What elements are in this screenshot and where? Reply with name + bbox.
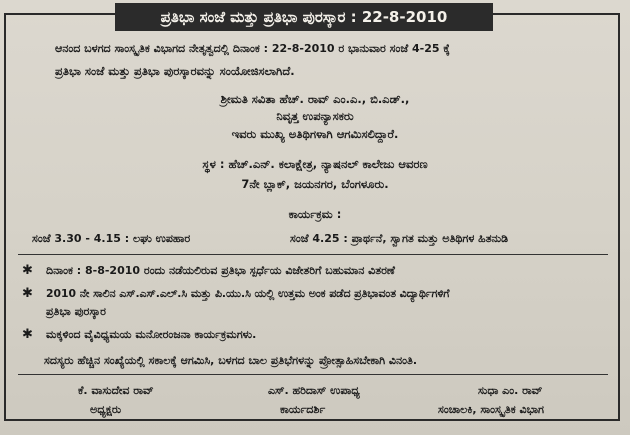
venue-line-2: 7ನೇ ಬ್ಲಾಕ್, ಜಯನಗರ, ಬೆಂಗಳೂರು. bbox=[241, 177, 389, 191]
bullet-item: ಮಕ್ಕಳಿಂದ ವೈವಿಧ್ಯಮಯ ಮನೋರಂಜನಾ ಕಾರ್ಯಕ್ರಮಗಳು. bbox=[46, 328, 257, 341]
guest-name: ಶ್ರೀಮತಿ ಸವಿತಾ ಹೆಚ್. ರಾವ್ ಎಂ.ಎ., ಬಿ.ಎಡ್., bbox=[220, 92, 410, 106]
divider-top bbox=[18, 254, 608, 255]
signatory-name: ಕೆ. ವಾಸುದೇವ ರಾವ್ bbox=[78, 384, 154, 397]
program-left: ಸಂಜೆ 3.30 - 4.15 : ಲಘು ಉಪಹಾರ bbox=[32, 232, 191, 245]
bullet-star-icon: ✱ bbox=[22, 286, 33, 301]
signatory-role: ಕಾರ್ಯದರ್ಶಿ bbox=[280, 403, 326, 416]
signatory-name: ಸುಧಾ ಎಂ. ರಾವ್ bbox=[478, 384, 543, 397]
bullet-item: 2010 ನೇ ಸಾಲಿನ ಎಸ್.ಎಸ್.ಎಲ್.ಸಿ ಮತ್ತು ಪಿ.ಯು.ಸಿ ಯಲ್ಲಿ ಉತ್ತಮ ಅಂಕ ಪಡೆದ ಪ್ರತಿಭಾವಂತ ವಿದ್ಯಾರ್ಥಿಗಳಿಗೆ bbox=[46, 287, 450, 300]
bullet-star-icon: ✱ bbox=[22, 327, 33, 342]
program-heading: ಕಾರ್ಯಕ್ರಮ : bbox=[288, 207, 342, 221]
bullet-star-icon: ✱ bbox=[22, 263, 33, 278]
intro-line-2: ಪ್ರತಿಭಾ ಸಂಜೆ ಮತ್ತು ಪ್ರತಿಭಾ ಪುರಸ್ಕಾರವನ್ನು ಸಂಯೋಜಿಸಲಾಗಿದೆ. bbox=[55, 64, 295, 78]
bullet-item: ದಿನಾಂಕ : 8-8-2010 ರಂದು ನಡೆಯಲಿರುವ ಪ್ರತಿಭಾ ಸ್ಪರ್ಧೆಯ ವಿಜೇತರಿಗೆ ಬಹುಮಾನ ವಿತರಣೆ bbox=[46, 264, 395, 277]
bullet-item-continued: ಪ್ರತಿಭಾ ಪುರಸ್ಕಾರ bbox=[46, 305, 106, 318]
signatory-role: ಸಂಚಾಲಕಿ, ಸಾಂಸ್ಕೃತಿಕ ವಿಭಾಗ bbox=[438, 403, 544, 416]
guest-role: ನಿವೃತ್ತ ಉಪನ್ಯಾಸಕರು bbox=[276, 109, 354, 123]
venue-line-1: ಸ್ಥಳ : ಹೆಚ್.ಎನ್. ಕಲಾಕ್ಷೇತ್ರ, ನ್ಯಾಷನಲ್ ಕಾಲೇಜು ಆವರಣ bbox=[202, 157, 428, 171]
appeal-text: ಸದಸ್ಯರು ಹೆಚ್ಚಿನ ಸಂಖ್ಯೆಯಲ್ಲಿ ಸಕಾಲಕ್ಕೆ ಆಗಮಿಸಿ, ಬಳಗದ ಬಾಲ ಪ್ರತಿಭೆಗಳನ್ನು ಪ್ರೋತ್ಸಾಹಿಸಬೇಕಾಗಿ ವಿನಂತಿ. bbox=[44, 354, 418, 367]
signatory-name: ಎಸ್. ಹರಿದಾಸ್ ಉಪಾಧ್ಯ bbox=[268, 384, 360, 397]
signatory-role: ಅಧ್ಯಕ್ಷರು bbox=[90, 403, 122, 416]
divider-bottom bbox=[18, 374, 608, 375]
program-right: ಸಂಜೆ 4.25 : ಪ್ರಾರ್ಥನೆ, ಸ್ವಾಗತ ಮತ್ತು ಅತಿಥಿಗಳ ಹಿತನುಡಿ bbox=[290, 232, 509, 245]
guest-note: ಇವರು ಮುಖ್ಯ ಅತಿಥಿಗಳಾಗಿ ಆಗಮಿಸಲಿದ್ದಾರೆ. bbox=[231, 127, 399, 141]
notice-title: ಪ್ರತಿಭಾ ಸಂಜೆ ಮತ್ತು ಪ್ರತಿಭಾ ಪುರಸ್ಕಾರ : 22-8-2010 bbox=[115, 3, 493, 31]
intro-line-1: ಆನಂದ ಬಳಗದ ಸಾಂಸ್ಕೃತಿಕ ವಿಭಾಗದ ನೇತೃತ್ವದಲ್ಲಿ ದಿನಾಂಕ : 22-8-2010 ರ ಭಾನುವಾರ ಸಂಜೆ 4-25 ಕ್ಕೆ bbox=[55, 42, 450, 55]
